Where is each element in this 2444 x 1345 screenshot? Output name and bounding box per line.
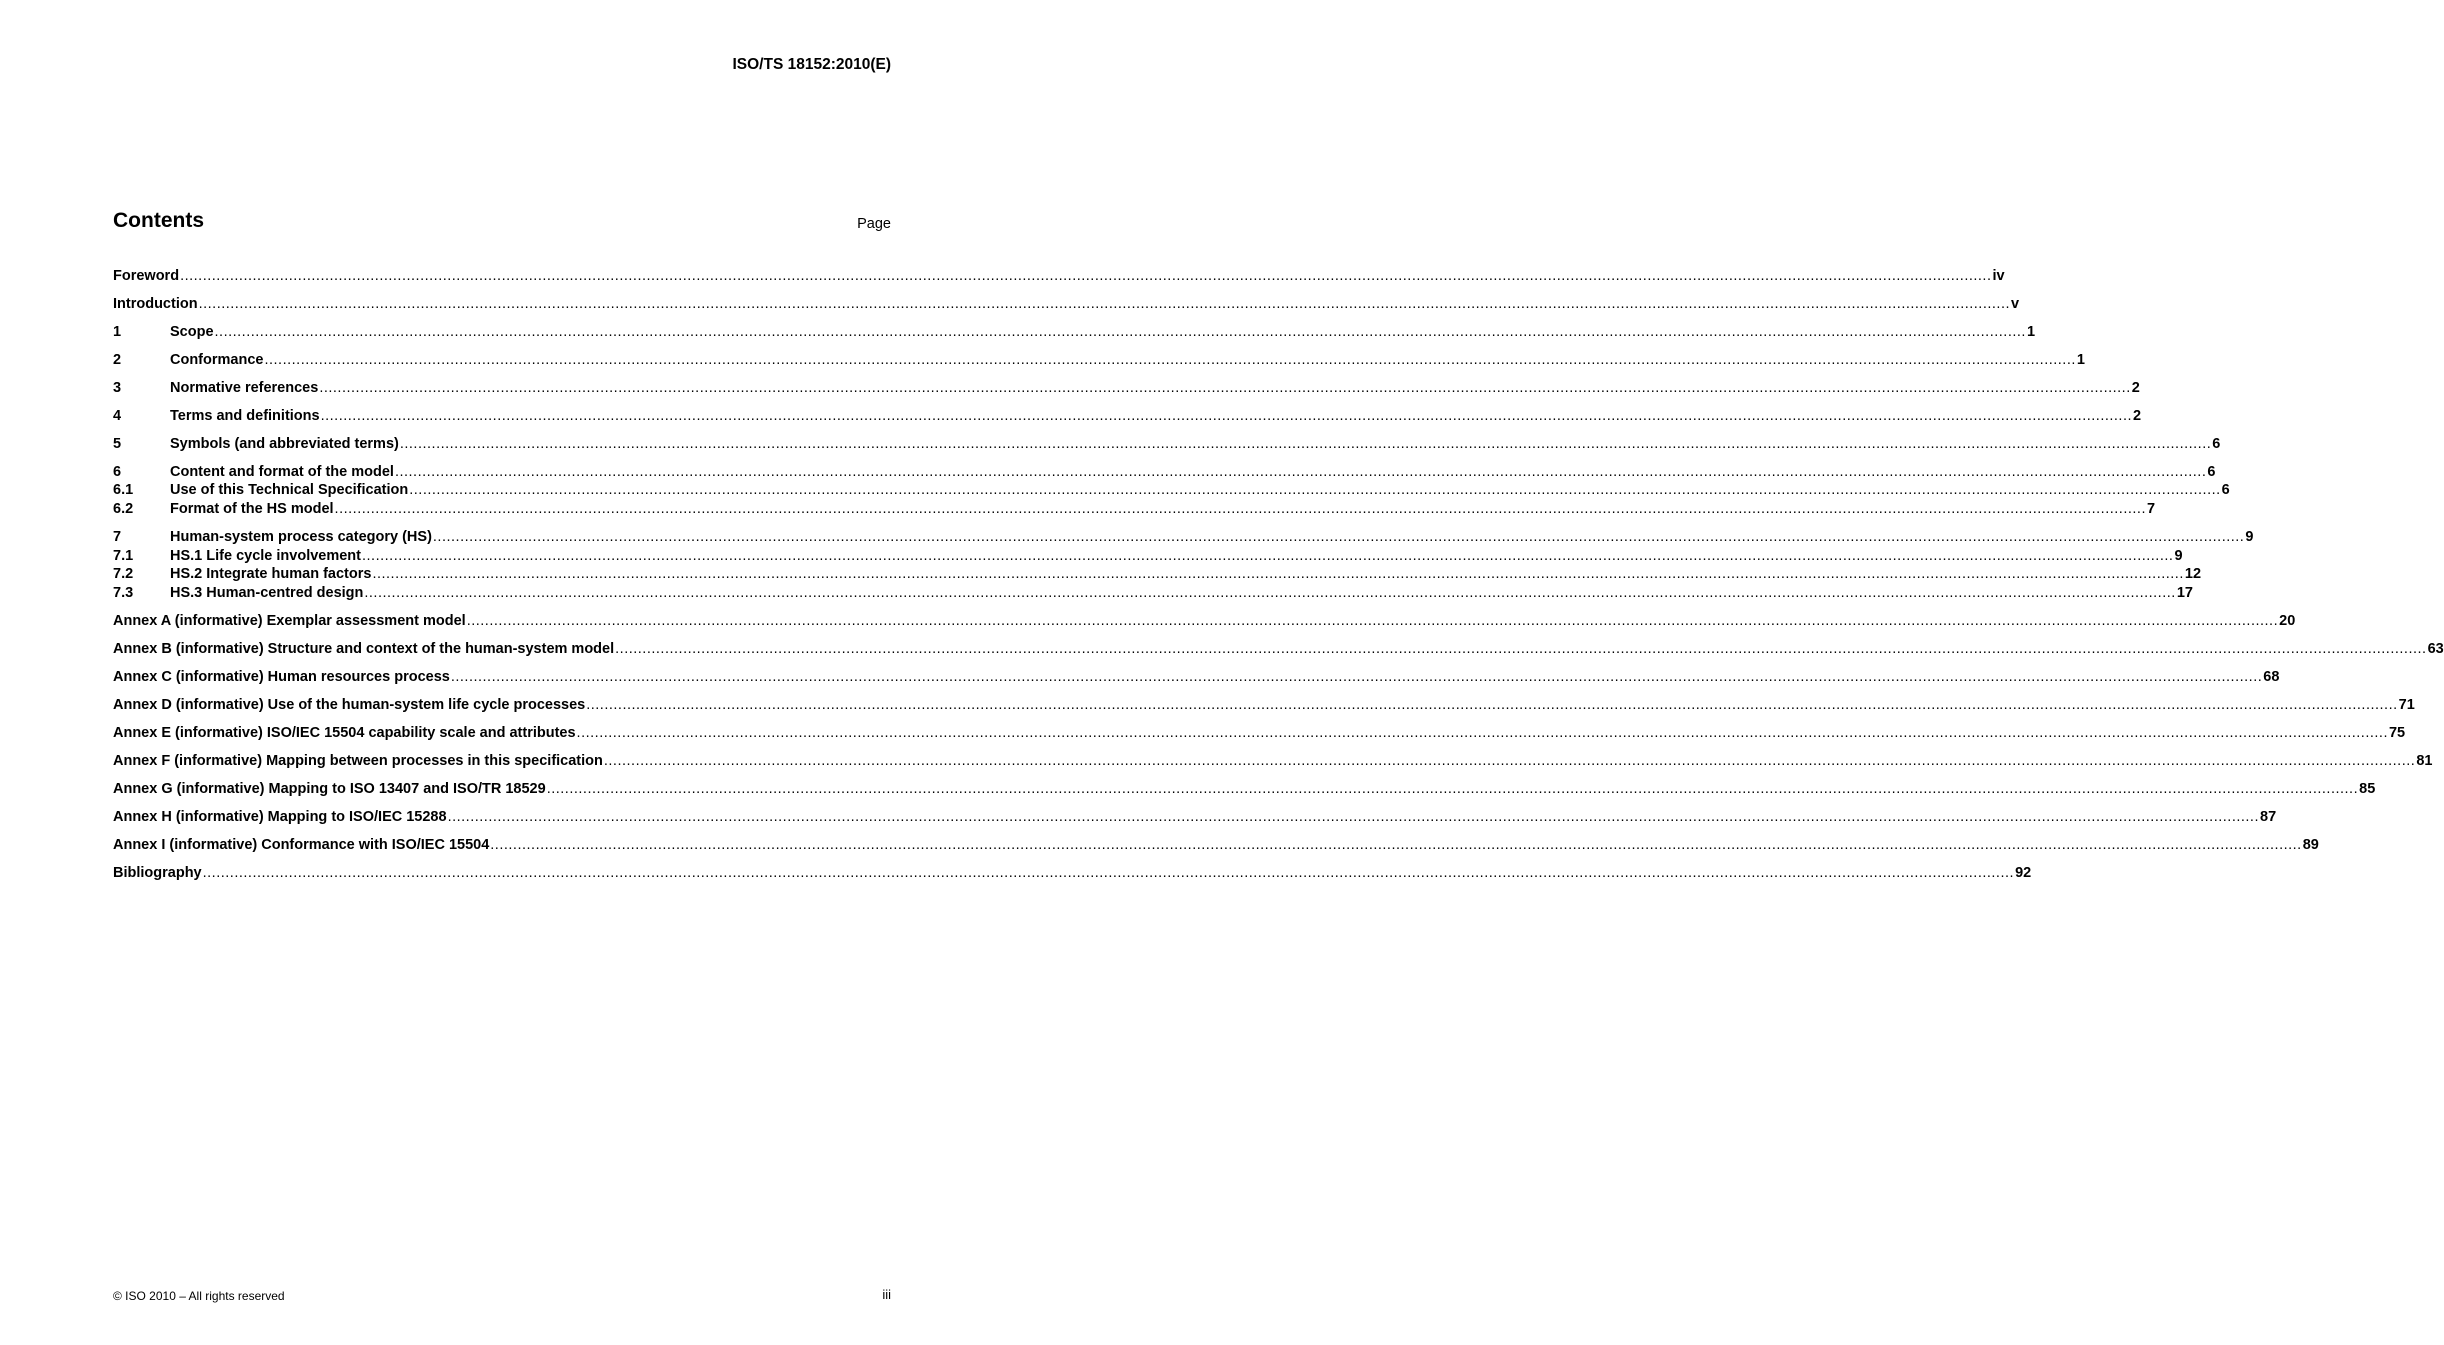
dot-leader: ................................................................................................................................................................................................................................................................................................................................................................................................................ xyxy=(198,295,2011,312)
toc-entry[interactable] xyxy=(113,566,2202,585)
footer-copyright: © ISO 2010 – All rights reserved xyxy=(113,1289,285,1303)
toc-entry-page: 17 xyxy=(2176,584,2193,601)
toc-entry[interactable] xyxy=(113,584,2193,604)
toc-entry[interactable] xyxy=(113,295,2020,315)
toc-entry-page: 89 xyxy=(2302,836,2319,853)
toc-entry-page: 68 xyxy=(2263,668,2280,685)
dot-leader: ................................................................................................................................................................................................................................................................................................................................................................................................................ xyxy=(214,323,2026,340)
dot-leader: ................................................................................................................................................................................................................................................................................................................................................................................................................ xyxy=(409,482,2221,499)
toc-entry-page: 71 xyxy=(2398,696,2415,713)
toc-entry[interactable] xyxy=(113,612,2296,632)
toc-entry[interactable] xyxy=(113,724,2406,744)
toc-entry-title: Normative references xyxy=(170,379,319,396)
toc-entry-page: 1 xyxy=(2076,351,2085,368)
toc-entry-title: Terms and definitions xyxy=(170,407,320,424)
toc-entry-number: 6.2 xyxy=(113,501,134,518)
toc-entry-number: 7.1 xyxy=(113,547,134,564)
toc-entry[interactable] xyxy=(113,752,2433,772)
document-id: ISO/TS 18152:2010(E) xyxy=(732,56,891,73)
toc-entry[interactable] xyxy=(113,668,2280,688)
toc-entry[interactable] xyxy=(113,268,2005,287)
toc-entry-page: 6 xyxy=(2221,482,2230,499)
toc-entry[interactable] xyxy=(113,435,2221,455)
toc-entry-number: 7.3 xyxy=(113,584,134,601)
dot-leader: ................................................................................................................................................................................................................................................................................................................................................................................................................ xyxy=(394,463,2207,480)
toc-entry[interactable] xyxy=(113,463,2216,483)
toc-entry-page: 75 xyxy=(2388,724,2406,741)
toc-entry-number: 4 xyxy=(113,407,122,424)
dot-leader: ................................................................................................................................................................................................................................................................................................................................................................................................................ xyxy=(576,724,2388,741)
dot-leader: ................................................................................................................................................................................................................................................................................................................................................................................................................ xyxy=(364,584,2176,601)
toc-entry[interactable] xyxy=(113,780,2376,800)
toc-entry-title: Annex F (informative) Mapping between processes in this specification xyxy=(113,752,603,769)
toc-entry-title: Scope xyxy=(170,323,214,340)
toc-entry-title: Human-system process category (HS) xyxy=(170,529,432,546)
footer-page-number: iii xyxy=(882,1287,891,1302)
toc-entry-number: 6 xyxy=(113,463,122,480)
toc-entry[interactable] xyxy=(113,407,2142,427)
toc-entry[interactable] xyxy=(113,351,2085,371)
page-column-label: Page xyxy=(857,216,891,232)
toc-entry-title: Bibliography xyxy=(113,864,202,881)
dot-leader: ................................................................................................................................................................................................................................................................................................................................................................................................................ xyxy=(490,836,2302,853)
toc-entry-title: Conformance xyxy=(170,351,264,368)
toc-entry-page: iv xyxy=(1992,268,2005,284)
toc-entry-page: 12 xyxy=(2184,566,2202,583)
toc-entry-page: 92 xyxy=(2015,864,2032,881)
toc-entry[interactable] xyxy=(113,547,2183,567)
toc-entry[interactable] xyxy=(113,323,2036,343)
toc-entry[interactable] xyxy=(113,808,2277,828)
dot-leader: ................................................................................................................................................................................................................................................................................................................................................................................................................ xyxy=(372,566,2184,583)
toc-entry-title: Annex B (informative) Structure and context of the human-system model xyxy=(113,640,615,657)
toc-entry-page: 87 xyxy=(2260,808,2277,825)
toc-entry-page: 6 xyxy=(2207,463,2216,480)
toc-entry-number: 7.2 xyxy=(113,566,134,583)
toc-entry[interactable] xyxy=(113,836,2319,856)
dot-leader: ................................................................................................................................................................................................................................................................................................................................................................................................................ xyxy=(615,640,2427,657)
toc-entry-number: 6.1 xyxy=(113,482,134,499)
dot-leader: ................................................................................................................................................................................................................................................................................................................................................................................................................ xyxy=(399,435,2212,452)
toc-entry-title: Foreword xyxy=(113,268,180,284)
toc-entry-title: Annex A (informative) Exemplar assessment model xyxy=(113,612,466,629)
toc-entry-number: 1 xyxy=(113,323,122,340)
toc-entry[interactable] xyxy=(113,501,2156,520)
dot-leader: ................................................................................................................................................................................................................................................................................................................................................................................................................ xyxy=(319,379,2131,396)
toc-entry-number: 7 xyxy=(113,529,122,546)
toc-entry[interactable] xyxy=(113,482,2230,501)
toc-entry-number: 3 xyxy=(113,379,122,396)
toc-entry-page: 7 xyxy=(2146,501,2156,518)
toc-entry-page: 63 xyxy=(2427,640,2444,657)
dot-leader: ................................................................................................................................................................................................................................................................................................................................................................................................................ xyxy=(466,612,2279,629)
toc-entry-title: Use of this Technical Specification xyxy=(170,482,409,499)
toc-entry-page: v xyxy=(2011,295,2020,312)
dot-leader: ................................................................................................................................................................................................................................................................................................................................................................................................................ xyxy=(432,529,2245,546)
toc-entry[interactable] xyxy=(113,864,2032,884)
dot-leader: ................................................................................................................................................................................................................................................................................................................................................................................................................ xyxy=(450,668,2263,685)
dot-leader: ................................................................................................................................................................................................................................................................................................................................................................................................................ xyxy=(586,696,2398,713)
toc-entry-title: Annex I (informative) Conformance with ISO/IEC 15504 xyxy=(113,836,490,853)
toc-entry-title: HS.1 Life cycle involvement xyxy=(170,547,361,564)
toc-entry-title: Annex H (informative) Mapping to ISO/IEC 15288 xyxy=(113,808,447,825)
dot-leader: ................................................................................................................................................................................................................................................................................................................................................................................................................ xyxy=(447,808,2259,825)
toc-entry-title: Format of the HS model xyxy=(170,501,334,518)
toc-entry-title: Symbols (and abbreviated terms) xyxy=(170,435,399,452)
contents-heading: Contents xyxy=(113,209,204,232)
toc-entry-page: 6 xyxy=(2212,435,2221,452)
toc-entry-page: 81 xyxy=(2416,752,2433,769)
toc-entry-page: 20 xyxy=(2279,612,2296,629)
toc-entry-page: 9 xyxy=(2245,529,2254,546)
toc-entry-page: 9 xyxy=(2174,547,2183,564)
toc-entry-number: 2 xyxy=(113,351,122,368)
toc-entry-page: 1 xyxy=(2026,323,2036,340)
toc-entry-title: HS.2 Integrate human factors xyxy=(170,566,372,583)
toc-entry-title: Introduction xyxy=(113,295,198,312)
toc-entry[interactable] xyxy=(113,696,2415,716)
toc-entry-page: 2 xyxy=(2131,379,2140,396)
dot-leader: ................................................................................................................................................................................................................................................................................................................................................................................................................ xyxy=(264,351,2076,368)
dot-leader: ................................................................................................................................................................................................................................................................................................................................................................................................................ xyxy=(320,407,2133,424)
toc-entry-page: 85 xyxy=(2359,780,2376,797)
toc-entry[interactable] xyxy=(113,640,2444,660)
toc-entry[interactable] xyxy=(113,379,2140,399)
dot-leader: ................................................................................................................................................................................................................................................................................................................................................................................................................ xyxy=(362,547,2174,564)
dot-leader: ................................................................................................................................................................................................................................................................................................................................................................................................................ xyxy=(180,268,1992,284)
dot-leader: ................................................................................................................................................................................................................................................................................................................................................................................................................ xyxy=(202,864,2015,881)
table-of-contents xyxy=(113,268,2444,883)
toc-entry-number: 5 xyxy=(113,435,122,452)
toc-entry-title: Annex G (informative) Mapping to ISO 13407 and ISO/TR 18529 xyxy=(113,780,546,797)
toc-entry-page: 2 xyxy=(2133,407,2142,424)
toc-entry-title: Content and format of the model xyxy=(170,463,394,480)
toc-entry-title: HS.3 Human-centred design xyxy=(170,584,364,601)
dot-leader: ................................................................................................................................................................................................................................................................................................................................................................................................................ xyxy=(603,752,2416,769)
dot-leader: ................................................................................................................................................................................................................................................................................................................................................................................................................ xyxy=(334,501,2146,518)
toc-entry[interactable] xyxy=(113,529,2254,548)
toc-entry-title: Annex C (informative) Human resources process xyxy=(113,668,450,685)
toc-entry-title: Annex E (informative) ISO/IEC 15504 capability scale and attributes xyxy=(113,724,576,741)
dot-leader: ................................................................................................................................................................................................................................................................................................................................................................................................................ xyxy=(546,780,2359,797)
toc-entry-title: Annex D (informative) Use of the human-system life cycle processes xyxy=(113,696,586,713)
